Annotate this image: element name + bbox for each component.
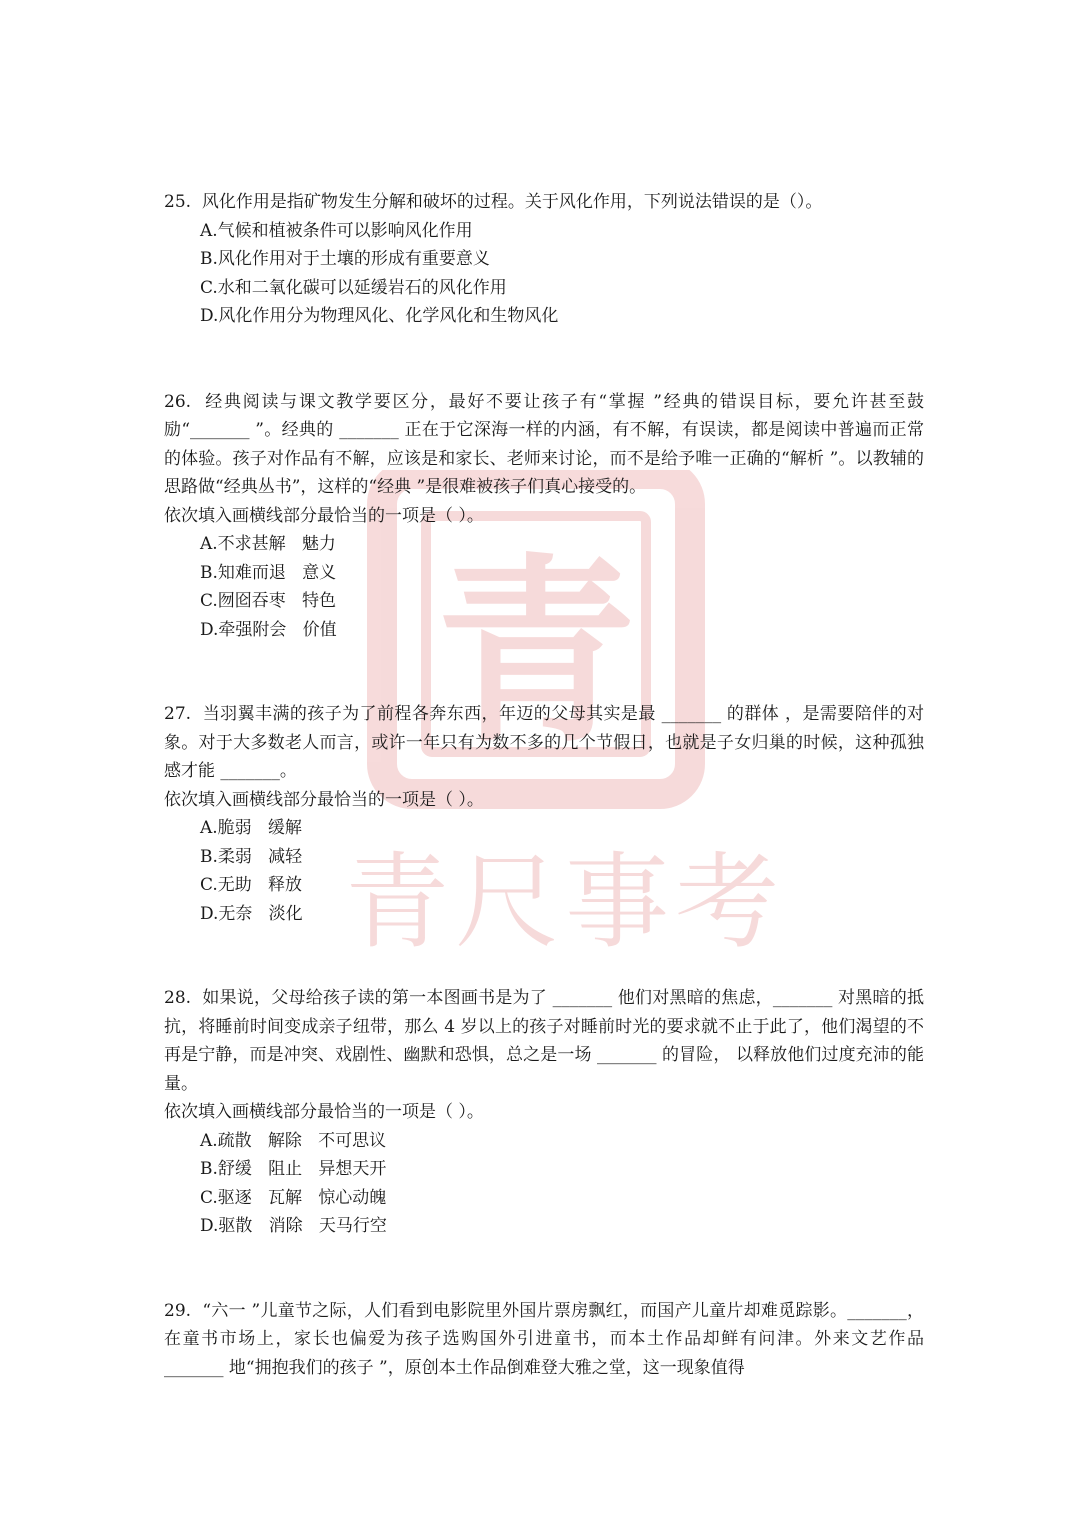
exam-page xyxy=(164,188,924,1382)
question-number: 26. xyxy=(164,391,192,412)
seal-character: 青 xyxy=(435,535,637,770)
question-number: 29. xyxy=(164,1300,192,1321)
question-25 xyxy=(164,188,924,331)
option-d[interactable]: D.无奈 淡化 xyxy=(200,903,303,924)
question-instruction: 依次填入画横线部分最恰当的一项是（ ）。 xyxy=(164,505,484,526)
option-a[interactable]: A.气候和植被条件可以影响风化作用 xyxy=(200,220,473,241)
option-d[interactable]: D.驱散 消除 天马行空 xyxy=(200,1216,387,1236)
option-c[interactable]: C.囫囵吞枣 特色 xyxy=(200,591,337,611)
question-text: 如果说，父母给孩子读的第一本图画书是为了 _______ 他们对黑暗的焦虑，_______ 对黑暗的抵抗，将睡前时间变成亲子纽带，那么 4 岁以上的孩子对睡前时光的要求就不止于此了，他们渴望的不再是宁静，而是冲突、戏剧性、幽默和恐惧，总之是一场 _______ 的冒险， 以释放他们过度充沛的能量。 xyxy=(164,988,924,1094)
question-number: 28. xyxy=(164,988,192,1008)
option-a[interactable]: A.脆弱 缓解 xyxy=(200,818,302,838)
question-text: 当羽翼丰满的孩子为了前程各奔东西，年迈的父母其实是最 _______ 的群体 ，是需要陪伴的对象。对于大多数老人而言，或许一年只有为数不多的几个节假日，也就是子女归巢的时候，这种孤独感才能 _______。 xyxy=(164,704,925,781)
question-27 xyxy=(164,700,924,928)
option-a[interactable]: A.不求甚解 魅力 xyxy=(200,534,336,554)
option-c[interactable]: C.无助 释放 xyxy=(200,875,303,895)
question-instruction: 依次填入画横线部分最恰当的一项是（ ）。 xyxy=(164,1102,484,1122)
option-d[interactable]: D.风化作用分为物理风化、化学风化和生物风化 xyxy=(200,306,559,326)
option-b[interactable]: B.知难而退 意义 xyxy=(200,562,337,583)
option-c[interactable]: C.驱逐 瓦解 惊心动魄 xyxy=(200,1187,387,1208)
question-number: 27. xyxy=(164,704,192,724)
question-26 xyxy=(164,388,924,645)
question-text: 风化作用是指矿物发生分解和破坏的过程。关于风化作用，下列说法错误的是（）。 xyxy=(201,192,823,212)
watermark-text: 青尺事考 xyxy=(344,841,786,963)
option-list xyxy=(164,814,924,928)
question-text: 经典阅读与课文教学要区分，最好不要让孩子有“掌握 ”经典的错误目标，要允许甚至鼓励“_______ ”。经典的 _______ 正在于它深海一样的内涵，有不解，有误读，都是阅读中普遍而正常的体验。孩子对作品有不解，应该是和家长、老师来讨论，而不是给予唯一正确的“解析 ”。以教辅的思路做“经典丛书”，这样的“经典 ”是很难被孩子们真心接受的。 xyxy=(164,391,924,497)
question-stem xyxy=(164,700,924,786)
question-stem xyxy=(164,188,924,217)
option-list xyxy=(164,217,924,331)
question-text: “六一 ”儿童节之际，人们看到电影院里外国片票房飘红，而国产儿童片却难觅踪影。_______， 在童书市场上，家长也偏爱为孩子选购国外引进童书，而本土作品却鲜有问津。外来文艺作品 _______ 地“拥抱我们的孩子 ”，原创本土作品倒难登大雅之堂，这一现象值得 xyxy=(164,1300,924,1378)
option-b[interactable]: B.风化作用对于土壤的形成有重要意义 xyxy=(200,249,490,269)
option-a[interactable]: A.疏散 解除 不可思议 xyxy=(200,1130,387,1151)
question-number: 25. xyxy=(164,192,192,212)
option-list xyxy=(164,530,924,644)
question-stem xyxy=(164,388,924,502)
option-b[interactable]: B.舒缓 阻止 异想天开 xyxy=(200,1159,387,1179)
option-c[interactable]: C.水和二氧化碳可以延缓岩石的风化作用 xyxy=(200,277,507,298)
question-29 xyxy=(164,1297,924,1383)
option-b[interactable]: B.柔弱 减轻 xyxy=(200,846,303,867)
option-d[interactable]: D.牵强附会 价值 xyxy=(200,619,337,640)
question-stem xyxy=(164,984,924,1098)
question-28 xyxy=(164,984,924,1241)
option-list xyxy=(164,1127,924,1241)
question-instruction: 依次填入画横线部分最恰当的一项是（ ）。 xyxy=(164,789,484,810)
question-stem xyxy=(164,1297,924,1383)
